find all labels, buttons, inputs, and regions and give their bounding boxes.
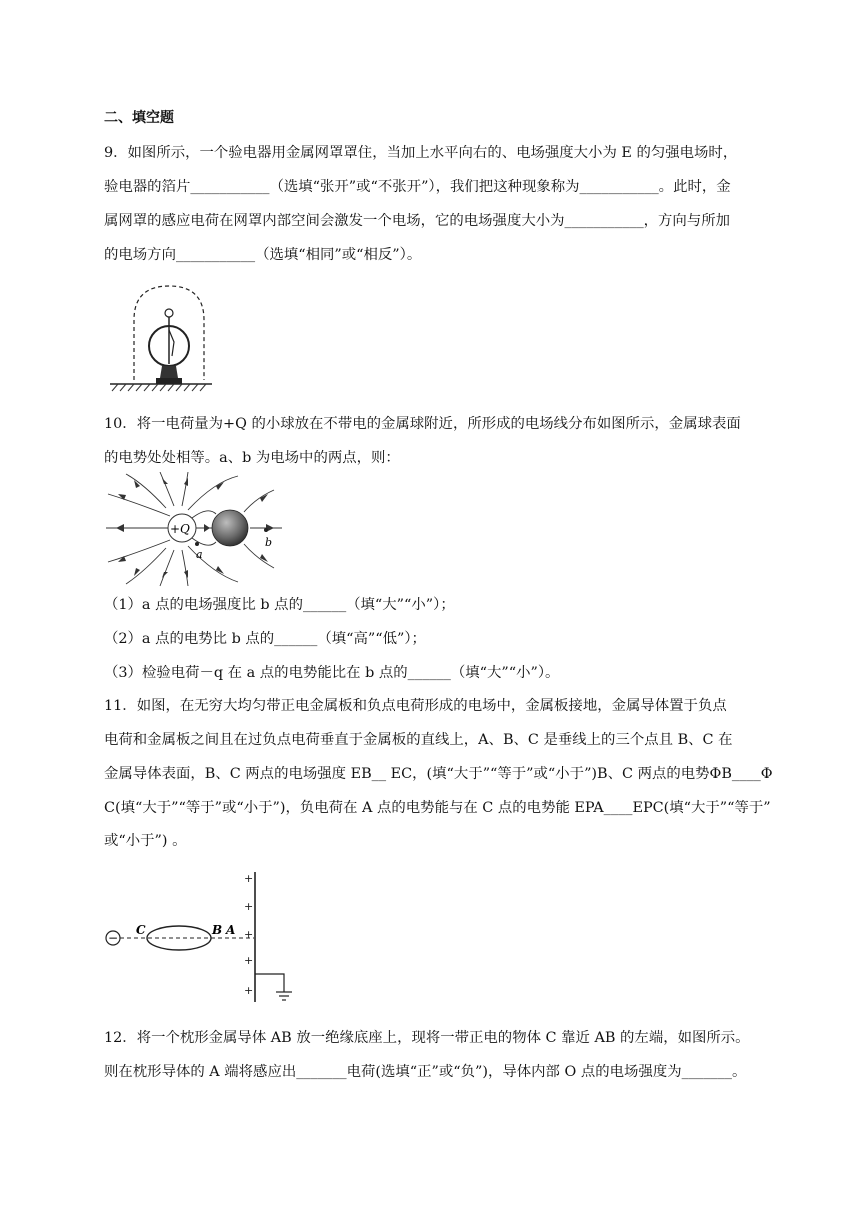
section-title: 二、填空题 xyxy=(104,110,174,126)
fig-label-a: A xyxy=(226,923,236,937)
plus-sign: + xyxy=(244,984,254,997)
q12-line-2: 则在枕形导体的 A 端将感应出_______电荷(选填“正”或“负”)，导体内部 O 点的电场强度为_______。 xyxy=(104,1064,747,1080)
q9-line-3: 属网罩的感应电荷在网罩内部空间会激发一个电场，它的电场强度大小为___________，方向与所加 xyxy=(104,213,730,229)
q11-line-2: 电荷和金属板之间且在过负点电荷垂直于金属板的直线上，A、B、C 是垂线上的三个点且 B、C 在 xyxy=(104,732,733,748)
q9-line-4: 的电场方向___________（选填“相同”或“相反”）。 xyxy=(104,247,422,263)
plate-conductor-figure xyxy=(104,870,304,1005)
q10-line-1: 10．将一电荷量为+Q 的小球放在不带电的金属球附近，所形成的电场线分布如图所示，金属球表面 xyxy=(104,416,741,432)
fig-label-b: B xyxy=(212,923,223,937)
plus-sign: + xyxy=(244,928,254,941)
q11-line-4: C(填“大于”“等于”或“小于”)，负电荷在 A 点的电势能与在 C 点的电势能 EPA____EPC(填“大于”“等于” xyxy=(104,800,771,816)
plus-sign: + xyxy=(244,900,254,913)
fig-label-q: +Q xyxy=(170,522,190,536)
fig-label-c: C xyxy=(136,923,146,937)
plus-sign: + xyxy=(244,954,254,967)
fig-minus: − xyxy=(107,931,119,945)
q10-sub-2: （2）a 点的电势比 b 点的______（填“高”“低”）； xyxy=(104,631,426,647)
plus-sign: + xyxy=(244,872,254,885)
q12-line-1: 12．将一个枕形金属导体 AB 放一绝缘底座上，现将一带正电的物体 C 靠近 AB 的左端，如图所示。 xyxy=(104,1030,750,1046)
field-lines-figure xyxy=(104,472,284,588)
q10-sub-1: （1）a 点的电场强度比 b 点的______（填“大”“小”）； xyxy=(104,597,455,613)
q9-line-1: 9．如图所示，一个验电器用金属网罩罩住，当加上水平向右的、电场强度大小为 E 的匀强电场时， xyxy=(104,145,738,161)
q11-line-1: 11．如图，在无穷大均匀带正电金属板和负点电荷形成的电场中，金属板接地，金属导体置于负点 xyxy=(104,698,727,714)
q11-line-3: 金属导体表面，B、C 两点的电场强度 EB__ EC，(填“大于”“等于”或“小于”)B、C 两点的电势ΦB____Φ xyxy=(104,766,773,782)
q10-line-2: 的电势处处相等。a、b 为电场中的两点，则： xyxy=(104,450,400,466)
q9-line-2: 验电器的箔片___________（选填“张开”或“不张开”），我们把这种现象称为___________。此时，金 xyxy=(104,179,731,195)
q11-line-5: 或“小于”) 。 xyxy=(104,833,187,849)
fig-label-b: b xyxy=(265,536,273,549)
q10-sub-3: （3）检验电荷－q 在 a 点的电势能比在 b 点的______（填“大”“小”）。 xyxy=(104,665,560,681)
electroscope-figure xyxy=(104,280,214,398)
fig-label-a: a xyxy=(196,548,203,561)
